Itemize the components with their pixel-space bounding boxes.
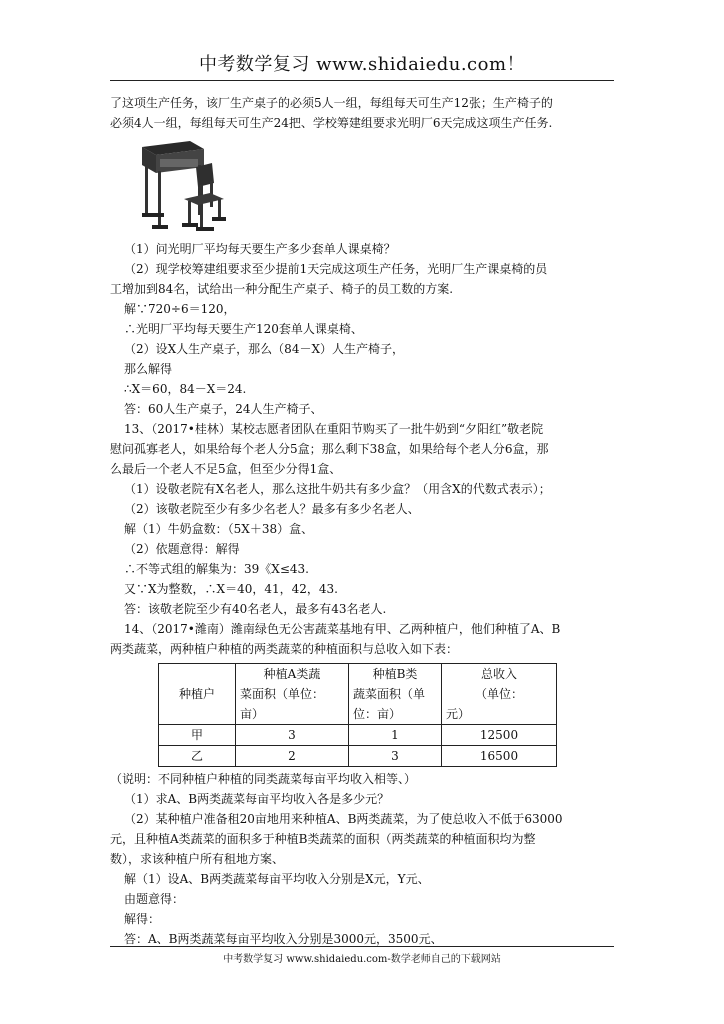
text-line: （1）求A、B两类蔬菜每亩平均收入各是多少元？ xyxy=(124,792,390,806)
text-line: 13、（2017•桂林）某校志愿者团队在重阳节购买了一批牛奶到“夕阳红”敬老院 xyxy=(124,422,544,436)
text-line: 工增加到84名，试给出一种分配生产桌子、椅子的员工数的方案. xyxy=(110,282,454,296)
text-line: （2）依题意得：解得 xyxy=(124,542,240,556)
desk-and-chair-icon xyxy=(110,137,615,237)
text-line: （2）设X人生产桌子，那么（84－X）人生产椅子， xyxy=(124,342,404,356)
footer-divider xyxy=(110,946,614,947)
paragraph-block-problems-12-14 xyxy=(110,239,615,659)
page-header: 中考数学复习 www.shidaiedu.com！ xyxy=(198,54,526,75)
cell-grower: 乙 xyxy=(159,746,236,767)
text-line: 两类蔬菜，两种植户种植的两类蔬菜的种植面积与总收入如下表： xyxy=(110,642,459,656)
text-line: 答：该敬老院至少有40名老人，最多有43名老人. xyxy=(124,602,387,616)
cell-area-a: 3 xyxy=(236,725,349,746)
text-line: ∴光明厂平均每天要生产120套单人课桌椅、 xyxy=(124,322,363,336)
text-line: 14、（2017•潍南）潍南绿色无公害蔬菜基地有甲、乙两种植户，他们种植了A、B xyxy=(124,622,561,636)
header-cell-income: 总收入 （单位： 元） xyxy=(442,664,557,725)
cell-area-a: 2 xyxy=(236,746,349,767)
text-line: 了这项生产任务，该厂生产桌子的必须5人一组，每组每天可生产12张；生产椅子的 xyxy=(110,96,553,110)
paragraph-block-intro xyxy=(110,93,615,133)
text-line: （2）现学校筹建组要求至少提前1天完成这项生产任务，光明厂生产课桌椅的员 xyxy=(124,262,548,276)
crop-data-table xyxy=(158,663,557,767)
cell-grower: 甲 xyxy=(159,725,236,746)
header-cell-grower: 种植户 xyxy=(159,664,236,725)
text-line: 解（1）设A、B两类蔬菜每亩平均收入分别是X元，Y元、 xyxy=(124,872,430,886)
header-cell-area-b: 种植B类 蔬菜面积（单 位：亩） xyxy=(349,664,442,725)
cell-area-b: 3 xyxy=(349,746,442,767)
text-line: （1）设敬老院有X名老人，那么这批牛奶共有多少盒？（用含X的代数式表示）； xyxy=(124,482,551,496)
text-line: 那么解得 xyxy=(124,362,173,376)
text-line: （2）该敬老院至少有多少名老人？最多有多少名老人、 xyxy=(124,502,420,516)
text-line: （2）某种植户准备租20亩地用来种植A、B两类蔬菜，为了使总收入不低于63000 xyxy=(124,812,563,826)
table-row xyxy=(159,746,557,767)
document-body xyxy=(110,93,615,949)
paragraph-block-problem-14-solution xyxy=(110,769,615,949)
text-line: 慰问孤寡老人，如果给每个老人分5盒；那么剩下38盒，如果给每个老人分6盒，那 xyxy=(110,442,549,456)
text-line: 元，且种植A类蔬菜的面积多于种植B类蔬菜的面积（两类蔬菜的种植面积均为整 xyxy=(110,832,536,846)
text-line: 又∵X为整数，∴X＝40，41，42，43. xyxy=(124,582,338,596)
cell-area-b: 1 xyxy=(349,725,442,746)
text-line: 么最后一个老人不足5盒，但至少分得1盒、 xyxy=(110,462,342,476)
text-line: 数），求该种植户所有租地方案、 xyxy=(110,852,285,866)
text-line: 答：A、B两类蔬菜每亩平均收入分别是3000元，3500元、 xyxy=(124,932,443,946)
text-line: ∴X＝60，84－X＝24. xyxy=(124,382,247,396)
text-line: （说明：不同种植户种植的同类蔬菜每亩平均收入相等、） xyxy=(110,772,417,786)
header-cell-area-a: 种植A类蔬 菜面积（单位： 亩） xyxy=(236,664,349,725)
text-line: 必须4人一组，每组每天可生产24把、学校筹建组要求光明厂6天完成这项生产任务. xyxy=(110,116,553,130)
text-line: 由题意得： xyxy=(124,892,185,906)
table-row xyxy=(159,725,557,746)
page-footer: 中考数学复习 www.shidaiedu.com-数学老师自己的下载网站 xyxy=(223,954,501,965)
text-line: 答：60人生产桌子，24人生产椅子、 xyxy=(124,402,323,416)
text-line: 解（1）牛奶盒数：（5X＋38）盒、 xyxy=(124,522,314,536)
text-line: （1）问光明厂平均每天要生产多少套单人课桌椅？ xyxy=(124,242,396,256)
table-header-row xyxy=(159,664,557,725)
text-line: 解得： xyxy=(124,912,161,926)
cell-income: 16500 xyxy=(442,746,557,767)
text-line: ∴不等式组的解集为：39《X≤43. xyxy=(124,562,309,576)
cell-income: 12500 xyxy=(442,725,557,746)
text-line: 解∵720÷6＝120， xyxy=(124,302,236,316)
header-divider xyxy=(110,80,614,81)
